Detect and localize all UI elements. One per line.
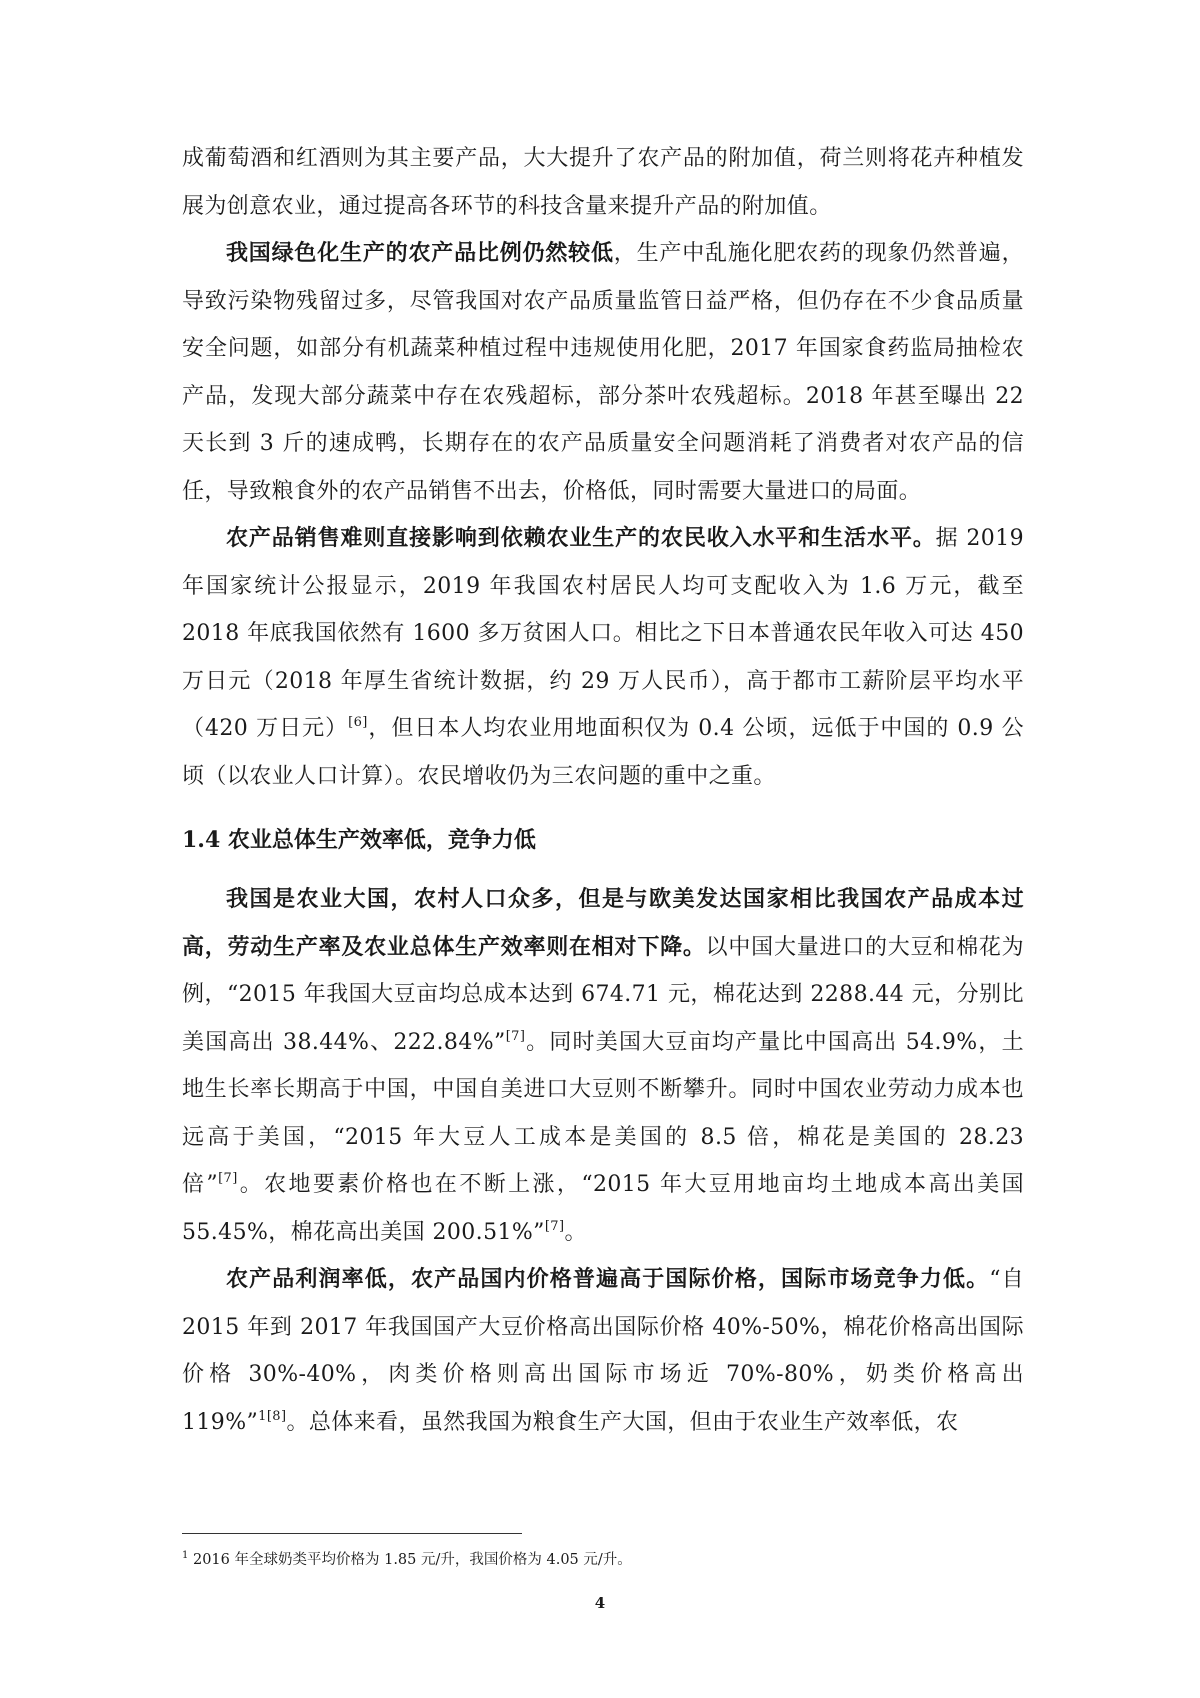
paragraph-2-bold: 我国绿色化生产的农产品比例仍然较低 bbox=[226, 240, 614, 266]
paragraph-2 bbox=[182, 230, 1024, 515]
citation-6: [6] bbox=[348, 715, 368, 730]
paragraph-3-bold: 农产品销售难则直接影响到依赖农业生产的农民收入水平和生活水平。 bbox=[226, 525, 936, 551]
paragraph-5-text-b: 。总体来看，虽然我国为粮食生产大国，但由于农业生产效率低，农 bbox=[286, 1409, 959, 1435]
paragraph-4-text-c: 。农地要素价格也在不断上涨，“2015 年大豆用地亩均土地成本高出美国 55.45%，棉花高出美国 200.51%” bbox=[182, 1172, 1024, 1245]
paragraph-3-text-a: 据 2019 年国家统计公报显示，2019 年我国农村居民人均可支配收入为 1.6 万元，截至 2018 年底我国依然有 1600 多万贫困人口。相比之下日本普通农民年收入可达 450 万日元（2018 年厚生省统计数据，约 29 万人民币），高于都市工薪阶层平均水平（420 万日元） bbox=[182, 526, 1024, 741]
paragraph-1 bbox=[182, 135, 1024, 230]
footnote bbox=[182, 1550, 632, 1570]
paragraph-4 bbox=[182, 876, 1024, 1256]
footnote-divider bbox=[182, 1533, 522, 1534]
section-heading: 1.4 农业总体生产效率低，竞争力低 bbox=[182, 827, 536, 853]
paragraph-3-text-b: ，但日本人均农业用地面积仅为 0.4 公顷，远低于中国的 0.9 公顷（以农业人口计算）。农民增收仍为三农问题的重中之重。 bbox=[182, 716, 1024, 789]
paragraph-5-bold: 农产品利润率低，农产品国内价格普遍高于国际价格，国际市场竞争力低。 bbox=[226, 1266, 990, 1292]
citation-7a: [7] bbox=[505, 1028, 526, 1044]
paragraph-5 bbox=[182, 1256, 1024, 1446]
paragraph-4-text-b: 。同时美国大豆亩均产量比中国高出 54.9%，土地生长率长期高于中国，中国自美进口大豆则不断攀升。同时中国农业劳动力成本也远高于美国，“2015 年大豆人工成本是美国的 8.5 倍，棉花是美国的 28.23 倍” bbox=[182, 1029, 1024, 1197]
page-body bbox=[182, 135, 1024, 1446]
paragraph-4-bold: 我国是农业大国，农村人口众多，但是与欧美发达国家相比我国农产品成本过高，劳动生产率及农业总体生产效率则在相对下降。 bbox=[182, 886, 1024, 960]
footnote-marker: 1 bbox=[182, 1550, 189, 1561]
paragraph-4-text-a: 以中国大量进口的大豆和棉花为例，“2015 年我国大豆亩均总成本达到 674.71 元，棉花达到 2288.44 元，分别比美国高出 38.44%、222.84%” bbox=[182, 934, 1025, 1055]
paragraph-5-text-a: “自 2015 年到 2017 年我国国产大豆价格高出国际价格 40%-50%，棉花价格高出国际价格 30%-40%，肉类价格则高出国际市场近 70%-80%，奶类价格高出 119%” bbox=[182, 1267, 1024, 1435]
citation-7b: [7] bbox=[218, 1171, 238, 1186]
paragraph-4-text-d: 。 bbox=[564, 1219, 587, 1245]
footnote-text: 2016 年全球奶类平均价格为 1.85 元/升，我国价格为 4.05 元/升。 bbox=[188, 1552, 632, 1568]
paragraph-1-text: 成葡萄酒和红酒则为其主要产品，大大提升了农产品的附加值，荷兰则将花卉种植发展为创意农业，通过提高各环节的科技含量来提升产品的附加值。 bbox=[182, 146, 1024, 219]
paragraph-3 bbox=[182, 515, 1024, 800]
page-number: 4 bbox=[594, 1594, 606, 1612]
citation-7c: [7] bbox=[544, 1218, 565, 1234]
paragraph-2-text: ，生产中乱施化肥农药的现象仍然普遍，导致污染物残留过多，尽管我国对农产品质量监管日益严格，但仍存在不少食品质量安全问题，如部分有机蔬菜种植过程中违规使用化肥，2017 年国家食药监局抽检农产品，发现大部分蔬菜中存在农残超标，部分茶叶农残超标。2018 年甚至曝出 22 天长到 3 斤的速成鸭，长期存在的农产品质量安全问题消耗了消费者对农产品的信任，导致粮食外的农产品销售不出去，价格低，同时需要大量进口的局面。 bbox=[182, 241, 1024, 504]
citation-8: 1[8] bbox=[258, 1408, 287, 1424]
